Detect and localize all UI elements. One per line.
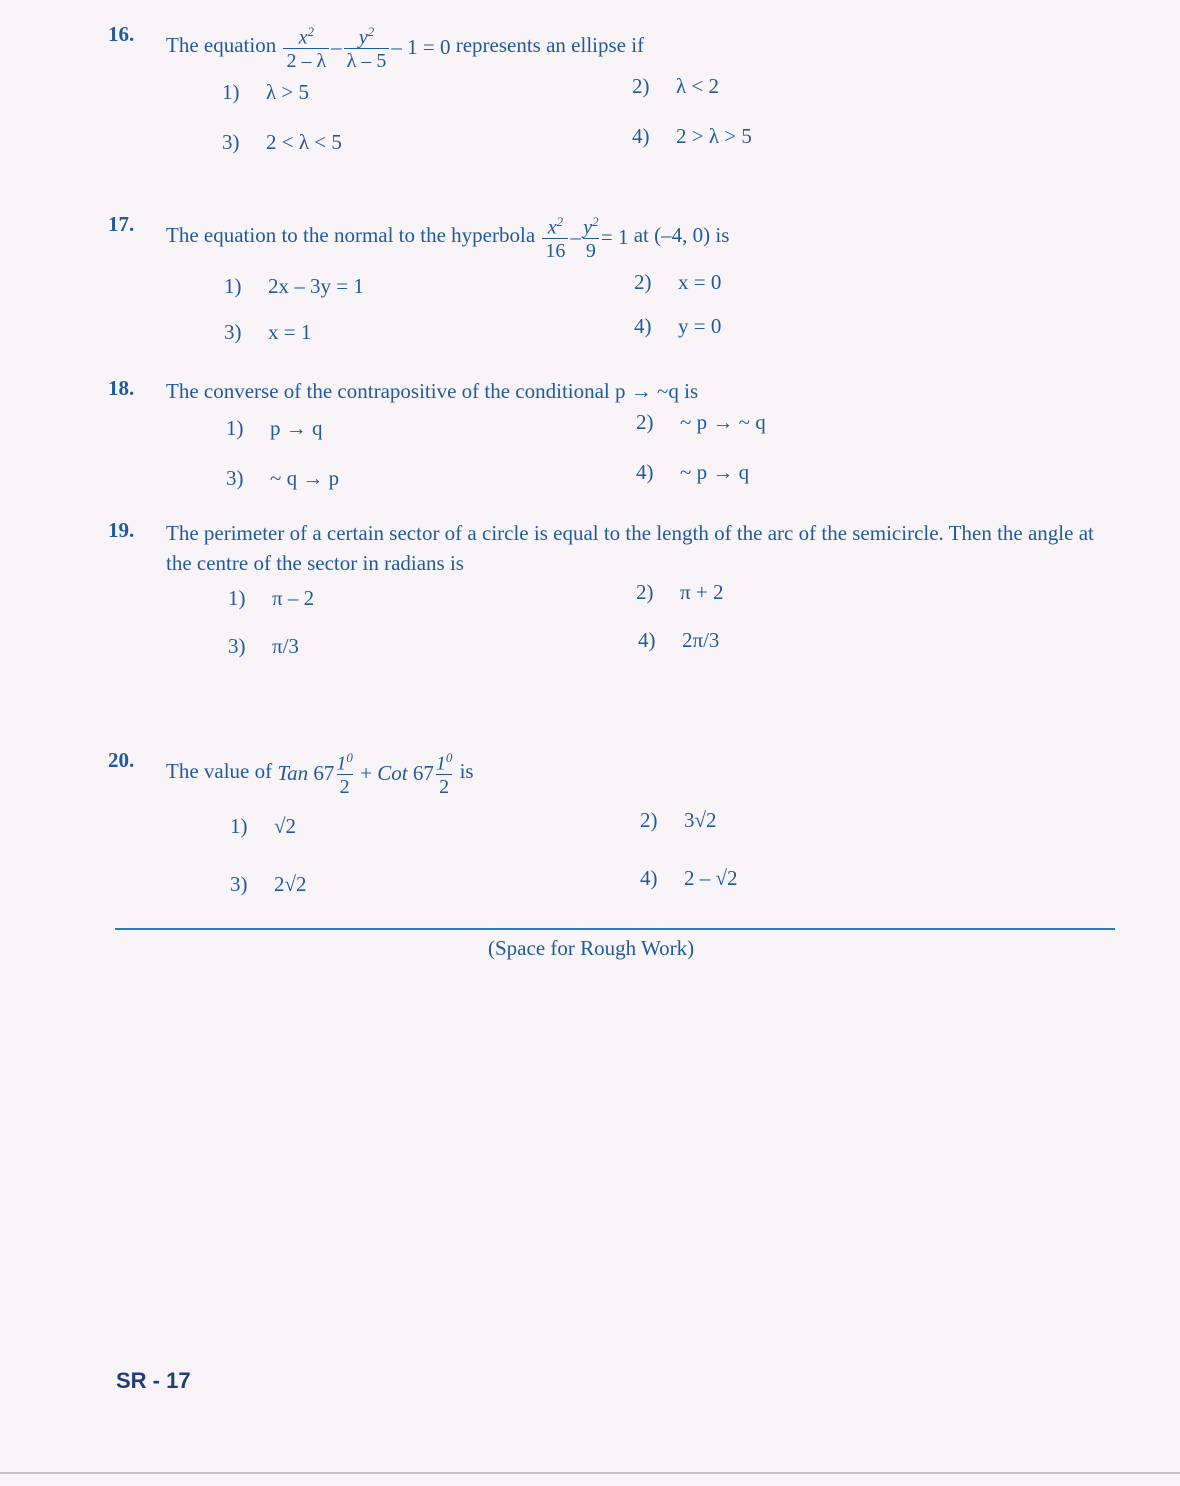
option-20-1[interactable]: 1) √2 bbox=[230, 814, 297, 838]
option-19-1[interactable]: 1) π – 2 bbox=[228, 586, 315, 610]
question-text: The equation $\frac{x^2}{2 - \lambda}$ – $\frac{y^2}{\lambda - 5}$ – 1 = 0 represents an ellipse if bbox=[166, 24, 645, 72]
option-17-1[interactable]: 1) 2x – 3y = 1 bbox=[224, 274, 364, 298]
divider-line bbox=[115, 928, 1115, 930]
option-16-2[interactable]: 2) λ < 2 bbox=[632, 74, 720, 98]
option-17-2[interactable]: 2) x = 0 bbox=[634, 270, 722, 294]
question-text: The converse of the contrapositive of the conditional p → ~q is bbox=[166, 379, 699, 403]
bottom-edge-line bbox=[0, 1472, 1180, 1474]
trig-expression: Tan 67 $\frac{1^0}{2}$ + Cot 67 $\frac{1^0}{2}$ bbox=[277, 750, 453, 798]
option-18-2[interactable]: 2) ~ p → ~ q bbox=[636, 410, 766, 434]
question-number: 20. bbox=[108, 748, 135, 772]
option-20-2[interactable]: 2) 3√2 bbox=[640, 808, 717, 832]
option-16-3[interactable]: 3) 2 < λ < 5 bbox=[222, 130, 342, 154]
option-19-2[interactable]: 2) π + 2 bbox=[636, 580, 724, 604]
option-19-3[interactable]: 3) π/3 bbox=[228, 634, 299, 658]
option-17-3[interactable]: 3) x = 1 bbox=[224, 320, 312, 344]
option-16-1[interactable]: 1) λ > 5 bbox=[222, 80, 310, 104]
question-text: The equation to the normal to the hyperbola $\frac{x^2}{16}$ – $\frac{y^2}{9}$ = 1 at (–4, 0) is bbox=[166, 214, 730, 262]
question-text: The value of Tan 67 $\frac{1^0}{2}$ + Cot 67 $\frac{1^0}{2}$ is bbox=[166, 750, 474, 798]
question-number: 16. bbox=[108, 22, 135, 46]
option-18-3[interactable]: 3) ~ q → p bbox=[226, 466, 340, 490]
question-number: 18. bbox=[108, 376, 135, 400]
option-17-4[interactable]: 4) y = 0 bbox=[634, 314, 722, 338]
question-number: 17. bbox=[108, 212, 135, 236]
question-text: The perimeter of a certain sector of a circle is equal to the length of the arc of the semicircle. Then the angle at the centre of the sector in radians is bbox=[166, 521, 1094, 575]
option-18-4[interactable]: 4) ~ p → q bbox=[636, 460, 750, 484]
ellipse-equation: $\frac{x^2}{2 - \lambda}$ – $\frac{y^2}{\lambda - 5}$ – 1 = 0 bbox=[281, 22, 450, 73]
option-18-1[interactable]: 1) p → q bbox=[226, 416, 323, 440]
option-19-4[interactable]: 4) 2π/3 bbox=[638, 628, 720, 652]
option-16-4[interactable]: 4) 2 > λ > 5 bbox=[632, 124, 752, 148]
rough-work-label: (Space for Rough Work) bbox=[488, 936, 695, 960]
hyperbola-equation: $\frac{x^2}{16}$ – $\frac{y^2}{9}$ = 1 bbox=[540, 212, 628, 263]
option-20-3[interactable]: 3) 2√2 bbox=[230, 872, 307, 896]
page-footer-code: SR - 17 bbox=[116, 1368, 191, 1393]
option-20-4[interactable]: 4) 2 – √2 bbox=[640, 866, 738, 890]
question-number: 19. bbox=[108, 518, 135, 542]
